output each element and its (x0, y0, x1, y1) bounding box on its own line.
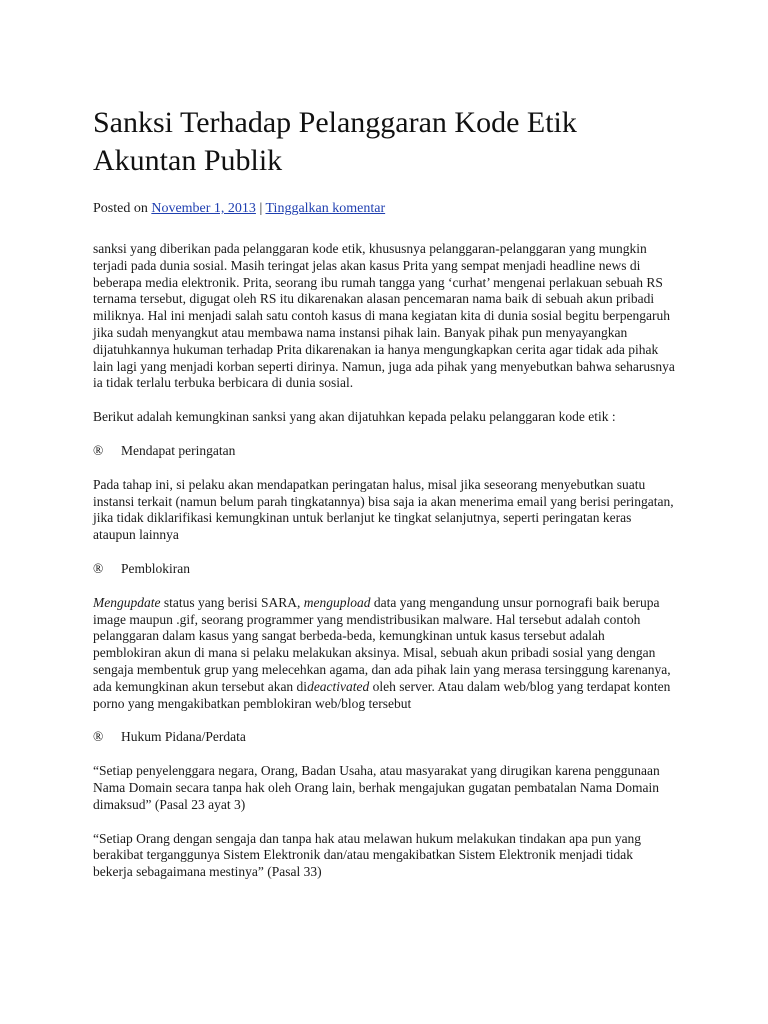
bullet-item-law (93, 729, 675, 746)
paragraph-text: data yang mengandung unsur pornografi baik berupa image maupun .gif, seorang programmer yang mendistribusikan malware. Hal tersebut adalah contoh pelanggaran dalam kasus yang sangat berbeda-beda, kemungkinan untuk kasus tersebut adalah pemblokiran akun di mana si pelaku melakukan aksinya. Misal, sebuah akun pribadi sosial yang dengan sengaja membentuk grup yang melecehkan agama, dan ada pihak lain yang merasa tersinggung karenanya, ada kemungkinan akun tersebut akan di (93, 594, 671, 694)
bullet-item-warning (93, 443, 675, 460)
emphasis-text: mengupload (303, 594, 371, 610)
blocking-paragraph (93, 595, 675, 713)
warning-paragraph: Pada tahap ini, si pelaku akan mendapatkan peringatan halus, misal jika seseorang menyebutkan suatu instansi terkait (namun belum parah tingkatannya) bisa saja ia akan menerima email yang berisi peringatan, jika tidak diklarifikasi kemungkinan untuk berlanjut ke tingkat selanjutnya, seperti peringatan keras ataupun lainnya (93, 476, 674, 543)
lead-paragraph: Berikut adalah kemungkinan sanksi yang akan dijatuhkan kepada pelaku pelanggaran kode etik : (93, 409, 616, 425)
intro-paragraph: sanksi yang diberikan pada pelanggaran kode etik, khususnya pelanggaran-pelanggaran yang mungkin terjadi pada dunia sosial. Masih teringat jelas akan kasus Prita yang sempat menjadi headline news di beberapa media elektronik. Prita, seorang ibu rumah tangga yang ‘curhat’ mengenai perlakuan sebuah RS ternama tersebut, digugat oleh RS itu dikarenakan alasan pencemaran nama baik di sebuah akun pribadi miliknya. Hal ini menjadi salah satu contoh kasus di mana kegiatan kita di dunia sosial begitu berpengaruh jika sudah menyangkut atau membawa nama instansi pihak lain. Banyak pihak pun menyayangkan dijatuhkannya hukuman terhadap Prita dikarenakan ia hanya mengungkapkan cerita agar tidak ada pihak lain lagi yang menjadi korban seperti dirinya. Namun, juga ada pihak yang menyebutkan bahwa seharusnya ia tidak terlalu terbuka berbicara di dunia sosial. (93, 241, 675, 391)
registered-mark-icon: ® (93, 442, 104, 458)
article (93, 104, 675, 881)
bullet-item-blocking (93, 561, 675, 578)
emphasis-text: deactivated (307, 678, 370, 694)
law-quote-2: “Setiap Orang dengan sengaja dan tanpa hak atau melawan hukum melakukan tindakan apa pun yang berakibat terganggunya Sistem Elektronik dan/atau mengakibatkan Sistem Elektronik menjadi tidak bekerja sebagaimana mestinya” (Pasal 33) (93, 830, 642, 880)
bullet-heading: Hukum Pidana/Perdata (121, 729, 246, 745)
paragraph-text: status yang berisi SARA, (160, 594, 304, 610)
article-title: Sanksi Terhadap Pelanggaran Kode Etik Akuntan Publik (93, 106, 577, 177)
law-quote-1: “Setiap penyelenggara negara, Orang, Badan Usaha, atau masyarakat yang dirugikan karena penggunaan Nama Domain secara tanpa hak oleh Orang lain, berhak mengajukan gugatan pembatalan Nama Domain dimaksud” (Pasal 23 ayat 3) (93, 763, 660, 812)
registered-mark-icon: ® (93, 560, 104, 576)
emphasis-text: Mengupdate (93, 594, 161, 610)
post-date-link[interactable]: November 1, 2013 (151, 201, 256, 216)
meta-separator: | (255, 201, 266, 216)
posted-on-label: Posted on (93, 201, 152, 216)
bullet-heading: Mendapat peringatan (121, 442, 236, 458)
post-meta (93, 200, 675, 218)
bullet-heading: Pemblokiran (121, 560, 190, 576)
paragraph-text: oleh server. Atau dalam web/blog yang terdapat konten porno yang mengakibatkan pemblokiran web/blog tersebut (93, 678, 671, 711)
registered-mark-icon: ® (93, 729, 104, 745)
leave-comment-link[interactable]: Tinggalkan komentar (265, 201, 386, 216)
